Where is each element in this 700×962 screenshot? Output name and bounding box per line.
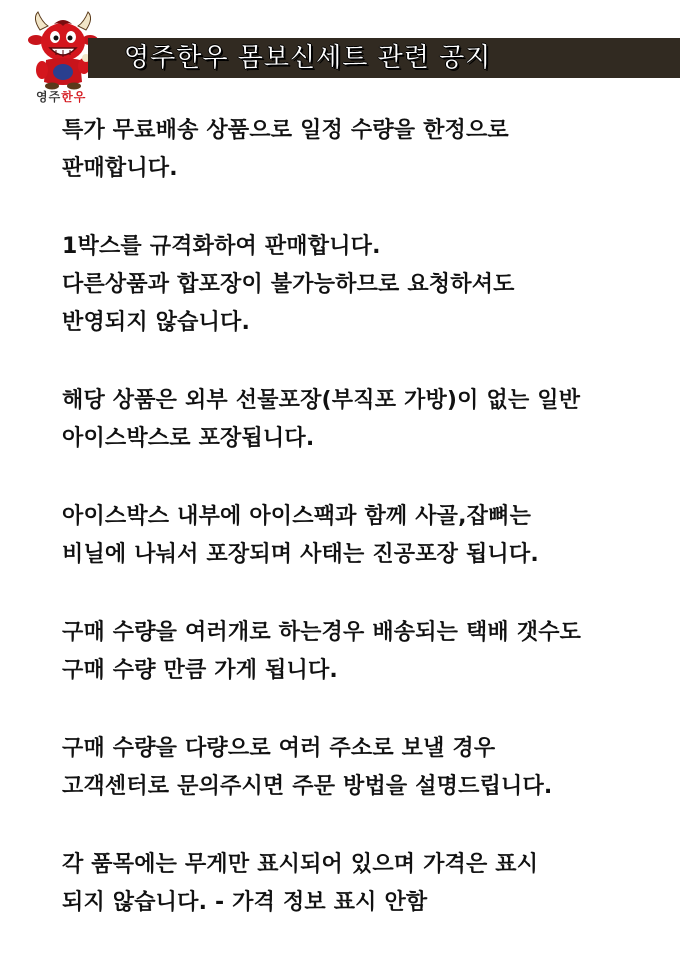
notice-paragraph <box>62 382 682 458</box>
notice-body <box>62 112 682 962</box>
notice-line: 해당 상품은 외부 선물포장(부직포 가방)이 없는 일반 <box>62 388 581 413</box>
notice-line: 아이스박스로 포장됩니다. <box>62 426 315 451</box>
notice-line: 반영되지 않습니다. <box>62 310 251 335</box>
notice-line: 아이스박스 내부에 아이스팩과 함께 사골,잡뼈는 <box>62 504 532 529</box>
notice-paragraph <box>62 498 682 574</box>
notice-line: 고객센터로 문의주시면 주문 방법을 설명드립니다. <box>62 774 553 799</box>
notice-paragraph <box>62 730 682 806</box>
notice-line: 판매합니다. <box>62 156 178 181</box>
notice-line: 각 품목에는 무게만 표시되어 있으며 가격은 표시 <box>62 852 539 877</box>
logo-text-part1: 영주 <box>36 90 62 104</box>
notice-line: 특가 무료배송 상품으로 일정 수량을 한정으로 <box>62 118 509 143</box>
notice-line: 구매 수량 만큼 가게 됩니다. <box>62 658 338 683</box>
notice-paragraph <box>62 112 682 188</box>
title-bar <box>88 38 680 78</box>
notice-line: 비닐에 나눠서 포장되며 사태는 진공포장 됩니다. <box>62 542 539 567</box>
notice-paragraph <box>62 846 682 922</box>
notice-line: 다른상품과 합포장이 불가능하므로 요청하셔도 <box>62 272 515 297</box>
notice-line: 1박스를 규격화하여 판매합니다. <box>62 234 381 259</box>
notice-line: 되지 않습니다. - 가격 정보 표시 안함 <box>62 890 428 915</box>
page-title: 영주한우 몸보신세트 관련 공지 <box>124 43 492 73</box>
notice-paragraph <box>62 614 682 690</box>
notice-paragraph <box>62 228 682 342</box>
notice-line: 구매 수량을 여러개로 하는경우 배송되는 택배 갯수도 <box>62 620 582 645</box>
header <box>0 0 700 110</box>
logo-text-part2: 한우 <box>61 90 87 104</box>
notice-line: 구매 수량을 다량으로 여러 주소로 보낼 경우 <box>62 736 496 761</box>
logo-wordmark <box>36 88 86 105</box>
